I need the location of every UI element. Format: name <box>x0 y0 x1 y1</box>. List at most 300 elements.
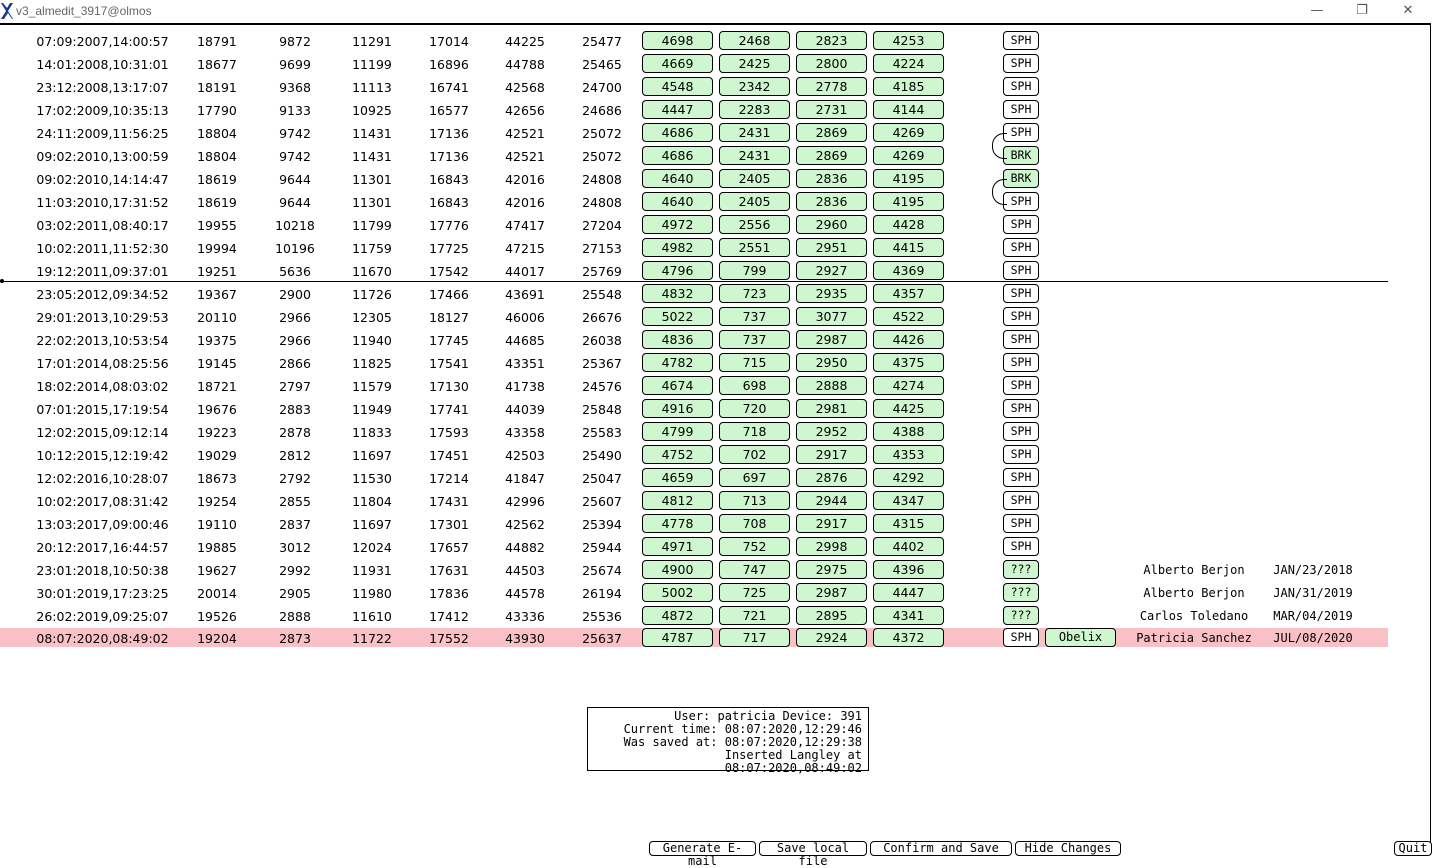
row-type-tag[interactable]: SPH <box>1003 445 1039 464</box>
row-value-3: 11610 <box>352 609 392 624</box>
row-green-field-1[interactable]: 4447 <box>642 100 713 119</box>
row-value-6: 24808 <box>582 195 622 210</box>
row-green-field-4[interactable]: 4274 <box>873 376 944 395</box>
row-green-field-1[interactable]: 4752 <box>642 445 713 464</box>
row-green-field-2[interactable]: 725 <box>719 583 790 602</box>
row-green-field-2[interactable]: 752 <box>719 537 790 556</box>
row-green-field-1[interactable]: 4674 <box>642 376 713 395</box>
row-datetime: 30:01:2019,17:23:25 <box>36 586 169 601</box>
table-row[interactable] <box>0 169 1388 192</box>
row-green-field-3[interactable]: 2869 <box>796 146 867 165</box>
row-green-field-3[interactable]: 2836 <box>796 192 867 211</box>
info-inserted: Inserted Langley at 08:07:2020,08:49:02 <box>724 748 862 775</box>
row-green-field-3[interactable]: 2836 <box>796 169 867 188</box>
row-type-tag[interactable]: SPH <box>1003 77 1039 96</box>
row-green-field-3[interactable]: 2987 <box>796 583 867 602</box>
row-type-tag[interactable]: SPH <box>1003 307 1039 326</box>
row-value-2: 2866 <box>279 356 311 371</box>
row-green-field-4[interactable]: 4415 <box>873 238 944 257</box>
table-row[interactable] <box>0 583 1388 606</box>
row-value-4: 17657 <box>429 540 469 555</box>
row-green-field-4[interactable]: 4292 <box>873 468 944 487</box>
row-value-1: 19885 <box>197 540 237 555</box>
row-value-4: 17451 <box>429 448 469 463</box>
row-value-1: 18721 <box>197 379 237 394</box>
row-green-field-4[interactable]: 4425 <box>873 399 944 418</box>
row-green-field-3[interactable]: 2823 <box>796 31 867 50</box>
row-value-2: 10196 <box>275 241 315 256</box>
row-value-4: 16896 <box>429 57 469 72</box>
row-green-field-4[interactable]: 4195 <box>873 169 944 188</box>
row-green-field-2[interactable]: 698 <box>719 376 790 395</box>
row-value-1: 20014 <box>197 586 237 601</box>
row-green-field-2[interactable]: 737 <box>719 307 790 326</box>
row-value-6: 25536 <box>582 609 622 624</box>
row-value-5: 41738 <box>505 379 545 394</box>
row-value-6: 25072 <box>582 126 622 141</box>
row-value-2: 2873 <box>279 631 311 646</box>
row-green-field-4[interactable]: 4426 <box>873 330 944 349</box>
row-green-field-4[interactable]: 4315 <box>873 514 944 533</box>
row-value-6: 27204 <box>582 218 622 233</box>
table-row[interactable] <box>0 422 1388 445</box>
row-value-1: 18673 <box>197 471 237 486</box>
row-green-field-1[interactable]: 4812 <box>642 491 713 510</box>
row-value-3: 11291 <box>352 34 392 49</box>
row-value-6: 24700 <box>582 80 622 95</box>
row-green-field-1[interactable]: 5002 <box>642 583 713 602</box>
row-green-field-2[interactable]: 715 <box>719 353 790 372</box>
row-value-3: 11301 <box>352 195 392 210</box>
row-edit-date: JAN/31/2019 <box>1273 586 1353 600</box>
row-green-field-3[interactable]: 2927 <box>796 261 867 280</box>
row-value-1: 19254 <box>197 494 237 509</box>
table-row[interactable] <box>0 100 1388 123</box>
table-row[interactable] <box>0 353 1388 376</box>
row-value-5: 42568 <box>505 80 545 95</box>
row-green-field-4[interactable]: 4388 <box>873 422 944 441</box>
row-value-4: 17552 <box>429 631 469 646</box>
row-value-1: 18677 <box>197 57 237 72</box>
row-value-1: 19526 <box>197 609 237 624</box>
row-green-field-3[interactable]: 2944 <box>796 491 867 510</box>
table-row[interactable] <box>0 445 1388 468</box>
row-value-3: 11949 <box>352 402 392 417</box>
row-value-4: 16843 <box>429 195 469 210</box>
row-type-tag[interactable]: SPH <box>1003 261 1039 280</box>
row-datetime: 17:02:2009,10:35:13 <box>36 103 169 118</box>
row-type-tag[interactable]: SPH <box>1003 468 1039 487</box>
row-value-5: 42521 <box>505 149 545 164</box>
row-value-4: 17412 <box>429 609 469 624</box>
row-value-5: 43691 <box>505 287 545 302</box>
row-green-field-3[interactable]: 2952 <box>796 422 867 441</box>
row-value-3: 11697 <box>352 448 392 463</box>
row-type-tag[interactable]: BRK <box>1003 169 1039 188</box>
row-value-4: 17136 <box>429 126 469 141</box>
row-value-6: 25490 <box>582 448 622 463</box>
row-green-field-2[interactable]: 2556 <box>719 215 790 234</box>
row-type-tag[interactable]: ??? <box>1003 606 1039 625</box>
row-green-field-3[interactable]: 2888 <box>796 376 867 395</box>
row-value-1: 18804 <box>197 126 237 141</box>
row-value-5: 43930 <box>505 631 545 646</box>
row-value-2: 2966 <box>279 333 311 348</box>
row-green-field-1[interactable]: 4799 <box>642 422 713 441</box>
row-datetime: 11:03:2010,17:31:52 <box>36 195 169 210</box>
row-value-5: 44578 <box>505 586 545 601</box>
row-type-tag[interactable]: SPH <box>1003 192 1039 211</box>
row-value-6: 24808 <box>582 172 622 187</box>
row-type-tag[interactable]: SPH <box>1003 399 1039 418</box>
row-type-tag[interactable]: SPH <box>1003 422 1039 441</box>
row-datetime: 20:12:2017,16:44:57 <box>36 540 169 555</box>
row-user-name: Carlos Toledano <box>1139 609 1249 623</box>
row-green-field-3[interactable]: 2935 <box>796 284 867 303</box>
info-current-time: Current time: 08:07:2020,12:29:46 <box>623 722 862 736</box>
row-value-5: 44503 <box>505 563 545 578</box>
row-green-field-2[interactable]: 747 <box>719 560 790 579</box>
row-green-field-1[interactable]: 4916 <box>642 399 713 418</box>
row-datetime: 12:02:2016,10:28:07 <box>36 471 169 486</box>
x-app-icon <box>0 2 14 20</box>
row-value-5: 42503 <box>505 448 545 463</box>
save-local-file-button[interactable]: Save local file <box>759 841 867 856</box>
row-value-2: 9368 <box>279 80 311 95</box>
row-green-field-4[interactable]: 4224 <box>873 54 944 73</box>
row-type-tag[interactable]: ??? <box>1003 583 1039 602</box>
table-row[interactable] <box>0 606 1388 629</box>
row-datetime: 10:02:2017,08:31:42 <box>36 494 169 509</box>
minimize-button[interactable]: — <box>1310 3 1324 18</box>
row-green-field-2[interactable]: 2431 <box>719 123 790 142</box>
row-green-field-2[interactable]: 697 <box>719 468 790 487</box>
row-type-tag[interactable]: SPH <box>1003 537 1039 556</box>
row-type-tag[interactable]: ??? <box>1003 560 1039 579</box>
table-row-selected[interactable] <box>0 628 1388 647</box>
confirm-and-save-button[interactable]: Confirm and Save <box>870 841 1012 856</box>
row-value-3: 11726 <box>352 287 392 302</box>
row-green-field-2[interactable]: 708 <box>719 514 790 533</box>
row-value-2: 2855 <box>279 494 311 509</box>
link-arc-icon <box>992 133 1007 159</box>
row-green-field-1[interactable]: 4669 <box>642 54 713 73</box>
row-value-4: 16577 <box>429 103 469 118</box>
row-green-field-4[interactable]: 4185 <box>873 77 944 96</box>
row-green-field-2[interactable]: 2405 <box>719 169 790 188</box>
row-value-1: 18619 <box>197 195 237 210</box>
row-value-4: 18127 <box>429 310 469 325</box>
row-value-5: 47215 <box>505 241 545 256</box>
row-value-1: 18619 <box>197 172 237 187</box>
link-arc-icon <box>992 179 1007 205</box>
row-value-4: 17136 <box>429 149 469 164</box>
row-green-field-3[interactable]: 2869 <box>796 123 867 142</box>
row-value-5: 42521 <box>505 126 545 141</box>
row-value-4: 17214 <box>429 471 469 486</box>
row-value-2: 9699 <box>279 57 311 72</box>
row-green-field-1[interactable]: 4686 <box>642 123 713 142</box>
row-value-1: 19676 <box>197 402 237 417</box>
row-green-field-1[interactable]: 4548 <box>642 77 713 96</box>
row-green-field-3[interactable]: 2960 <box>796 215 867 234</box>
table-row[interactable] <box>0 376 1388 399</box>
row-green-field-1[interactable]: 4698 <box>642 31 713 50</box>
row-value-2: 2797 <box>279 379 311 394</box>
row-green-field-4[interactable]: 4341 <box>873 606 944 625</box>
row-value-4: 17014 <box>429 34 469 49</box>
table-row[interactable] <box>0 560 1388 583</box>
row-green-field-1[interactable]: 4778 <box>642 514 713 533</box>
row-value-4: 17542 <box>429 264 469 279</box>
row-user-name: Alberto Berjon <box>1143 563 1245 577</box>
row-green-field-3[interactable]: 2998 <box>796 537 867 556</box>
row-value-3: 11804 <box>352 494 392 509</box>
row-green-field-4[interactable]: 4372 <box>873 628 944 647</box>
row-value-6: 24686 <box>582 103 622 118</box>
row-value-3: 11825 <box>352 356 392 371</box>
row-green-field-1[interactable]: 4640 <box>642 169 713 188</box>
row-green-field-4[interactable]: 4144 <box>873 100 944 119</box>
row-green-field-1[interactable]: 4972 <box>642 215 713 234</box>
row-green-field-3[interactable]: 2917 <box>796 445 867 464</box>
table-row[interactable] <box>0 514 1388 537</box>
row-green-field-1[interactable]: 4971 <box>642 537 713 556</box>
row-datetime: 09:02:2010,14:14:47 <box>36 172 169 187</box>
table-row[interactable] <box>0 330 1388 353</box>
row-value-5: 44017 <box>505 264 545 279</box>
row-green-field-1[interactable]: 4836 <box>642 330 713 349</box>
row-value-2: 3012 <box>279 540 311 555</box>
table-row[interactable] <box>0 31 1388 54</box>
row-green-field-1[interactable]: 4659 <box>642 468 713 487</box>
row-value-4: 17631 <box>429 563 469 578</box>
row-type-tag[interactable]: SPH <box>1003 376 1039 395</box>
row-value-2: 9872 <box>279 34 311 49</box>
table-row[interactable] <box>0 54 1388 77</box>
row-green-field-1[interactable]: 4640 <box>642 192 713 211</box>
row-green-field-4[interactable]: 4357 <box>873 284 944 303</box>
row-green-field-2[interactable]: 723 <box>719 284 790 303</box>
row-datetime: 08:07:2020,08:49:02 <box>36 631 169 646</box>
table-row[interactable] <box>0 77 1388 100</box>
row-green-field-4[interactable]: 4522 <box>873 307 944 326</box>
row-green-field-3[interactable]: 2731 <box>796 100 867 119</box>
row-green-field-4[interactable]: 4402 <box>873 537 944 556</box>
row-green-field-2[interactable]: 2425 <box>719 54 790 73</box>
row-value-1: 17790 <box>197 103 237 118</box>
row-value-4: 17466 <box>429 287 469 302</box>
row-type-tag[interactable]: SPH <box>1003 353 1039 372</box>
row-green-field-3[interactable]: 3077 <box>796 307 867 326</box>
row-user-name: Alberto Berjon <box>1143 586 1245 600</box>
row-green-field-1[interactable]: 4796 <box>642 261 713 280</box>
table-row[interactable] <box>0 491 1388 514</box>
row-value-6: 25848 <box>582 402 622 417</box>
row-type-tag[interactable]: SPH <box>1003 215 1039 234</box>
row-value-6: 25674 <box>582 563 622 578</box>
row-value-5: 43358 <box>505 425 545 440</box>
row-green-field-2[interactable]: 2342 <box>719 77 790 96</box>
row-green-field-2[interactable]: 2283 <box>719 100 790 119</box>
row-green-field-3[interactable]: 2917 <box>796 514 867 533</box>
row-green-field-4[interactable]: 4428 <box>873 215 944 234</box>
row-green-field-4[interactable]: 4447 <box>873 583 944 602</box>
row-green-field-1[interactable]: 4900 <box>642 560 713 579</box>
row-value-4: 17541 <box>429 356 469 371</box>
row-type-tag[interactable]: SPH <box>1003 100 1039 119</box>
row-green-field-2[interactable]: 713 <box>719 491 790 510</box>
row-value-6: 25477 <box>582 34 622 49</box>
row-value-2: 2792 <box>279 471 311 486</box>
row-green-field-4[interactable]: 4396 <box>873 560 944 579</box>
row-value-2: 2878 <box>279 425 311 440</box>
row-green-field-2[interactable]: 737 <box>719 330 790 349</box>
row-type-tag[interactable]: SPH <box>1003 628 1039 647</box>
row-type-tag[interactable]: SPH <box>1003 238 1039 257</box>
row-datetime: 13:03:2017,09:00:46 <box>36 517 169 532</box>
row-type-tag[interactable]: SPH <box>1003 123 1039 142</box>
row-green-field-4[interactable]: 4253 <box>873 31 944 50</box>
row-green-field-3[interactable]: 2895 <box>796 606 867 625</box>
title-bar <box>0 0 1433 23</box>
row-green-field-2[interactable]: 721 <box>719 606 790 625</box>
row-green-field-1[interactable]: 4982 <box>642 238 713 257</box>
separator-line <box>0 281 1388 282</box>
row-type-tag[interactable]: SPH <box>1003 514 1039 533</box>
row-green-field-2[interactable]: 2405 <box>719 192 790 211</box>
table-row[interactable] <box>0 284 1388 307</box>
row-green-field-1[interactable]: 5022 <box>642 307 713 326</box>
row-green-field-2[interactable]: 702 <box>719 445 790 464</box>
row-value-5: 42016 <box>505 172 545 187</box>
table-row[interactable] <box>0 215 1388 238</box>
row-type-tag[interactable]: BRK <box>1003 146 1039 165</box>
table-row[interactable] <box>0 146 1388 169</box>
row-green-field-2[interactable]: 2551 <box>719 238 790 257</box>
row-green-field-4[interactable]: 4369 <box>873 261 944 280</box>
row-datetime: 23:01:2018,10:50:38 <box>36 563 169 578</box>
row-datetime: 07:01:2015,17:19:54 <box>36 402 169 417</box>
row-green-field-2[interactable]: 2431 <box>719 146 790 165</box>
row-station-button[interactable]: Obelix <box>1045 628 1116 647</box>
row-value-5: 43336 <box>505 609 545 624</box>
row-green-field-4[interactable]: 4195 <box>873 192 944 211</box>
row-type-tag[interactable]: SPH <box>1003 31 1039 50</box>
row-green-field-3[interactable]: 2800 <box>796 54 867 73</box>
row-value-2: 2900 <box>279 287 311 302</box>
row-value-3: 11799 <box>352 218 392 233</box>
table-row[interactable] <box>0 238 1388 261</box>
table-row[interactable] <box>0 468 1388 491</box>
row-datetime: 29:01:2013,10:29:53 <box>36 310 169 325</box>
row-value-3: 12024 <box>352 540 392 555</box>
row-green-field-2[interactable]: 2468 <box>719 31 790 50</box>
row-value-5: 42996 <box>505 494 545 509</box>
row-green-field-2[interactable]: 717 <box>719 628 790 647</box>
restore-button[interactable]: ❐ <box>1356 3 1368 18</box>
row-green-field-2[interactable]: 718 <box>719 422 790 441</box>
row-green-field-3[interactable]: 2951 <box>796 238 867 257</box>
row-value-3: 11431 <box>352 126 392 141</box>
row-green-field-3[interactable]: 2987 <box>796 330 867 349</box>
row-green-field-1[interactable]: 4787 <box>642 628 713 647</box>
row-value-2: 9644 <box>279 195 311 210</box>
row-value-2: 2888 <box>279 609 311 624</box>
row-type-tag[interactable]: SPH <box>1003 330 1039 349</box>
row-green-field-1[interactable]: 4872 <box>642 606 713 625</box>
row-value-2: 9644 <box>279 172 311 187</box>
row-user-name: Patricia Sanchez <box>1136 631 1252 645</box>
row-green-field-4[interactable]: 4269 <box>873 123 944 142</box>
row-green-field-3[interactable]: 2924 <box>796 628 867 647</box>
row-green-field-4[interactable]: 4375 <box>873 353 944 372</box>
row-value-1: 19223 <box>197 425 237 440</box>
row-green-field-1[interactable]: 4832 <box>642 284 713 303</box>
info-user: User: patricia Device: 391 <box>674 709 862 723</box>
row-datetime: 17:01:2014,08:25:56 <box>36 356 169 371</box>
info-box <box>587 707 869 775</box>
table-row[interactable] <box>0 537 1388 560</box>
row-value-3: 11199 <box>352 57 392 72</box>
generate-email-button[interactable]: Generate E-mail <box>649 841 756 856</box>
row-green-field-1[interactable]: 4686 <box>642 146 713 165</box>
row-type-tag[interactable]: SPH <box>1003 491 1039 510</box>
row-value-1: 19145 <box>197 356 237 371</box>
quit-button[interactable]: Quit <box>1394 841 1432 856</box>
row-green-field-3[interactable]: 2975 <box>796 560 867 579</box>
row-value-2: 9742 <box>279 149 311 164</box>
table-row[interactable] <box>0 399 1388 422</box>
close-button[interactable]: ✕ <box>1402 3 1414 18</box>
row-green-field-4[interactable]: 4353 <box>873 445 944 464</box>
row-value-3: 11980 <box>352 586 392 601</box>
row-green-field-3[interactable]: 2950 <box>796 353 867 372</box>
row-value-2: 2883 <box>279 402 311 417</box>
row-green-field-4[interactable]: 4269 <box>873 146 944 165</box>
row-green-field-3[interactable]: 2981 <box>796 399 867 418</box>
table-row[interactable] <box>0 307 1388 330</box>
row-value-4: 17301 <box>429 517 469 532</box>
row-edit-date: MAR/04/2019 <box>1273 609 1353 623</box>
row-green-field-4[interactable]: 4347 <box>873 491 944 510</box>
row-value-6: 26194 <box>582 586 622 601</box>
row-value-6: 25072 <box>582 149 622 164</box>
hide-changes-button[interactable]: Hide Changes <box>1015 841 1121 856</box>
row-type-tag[interactable]: SPH <box>1003 284 1039 303</box>
table-row[interactable] <box>0 123 1388 146</box>
row-value-6: 25944 <box>582 540 622 555</box>
row-value-1: 19375 <box>197 333 237 348</box>
row-value-3: 11833 <box>352 425 392 440</box>
row-green-field-3[interactable]: 2778 <box>796 77 867 96</box>
row-green-field-2[interactable]: 720 <box>719 399 790 418</box>
row-value-1: 19110 <box>197 517 237 532</box>
row-green-field-2[interactable]: 799 <box>719 261 790 280</box>
row-value-1: 19367 <box>197 287 237 302</box>
table-row[interactable] <box>0 192 1388 215</box>
row-value-5: 42562 <box>505 517 545 532</box>
row-green-field-1[interactable]: 4782 <box>642 353 713 372</box>
row-value-3: 11722 <box>352 631 392 646</box>
row-datetime: 24:11:2009,11:56:25 <box>36 126 169 141</box>
row-green-field-3[interactable]: 2876 <box>796 468 867 487</box>
row-value-1: 18804 <box>197 149 237 164</box>
row-value-2: 2837 <box>279 517 311 532</box>
row-value-1: 19994 <box>197 241 237 256</box>
row-type-tag[interactable]: SPH <box>1003 54 1039 73</box>
row-datetime: 23:12:2008,13:17:07 <box>36 80 169 95</box>
